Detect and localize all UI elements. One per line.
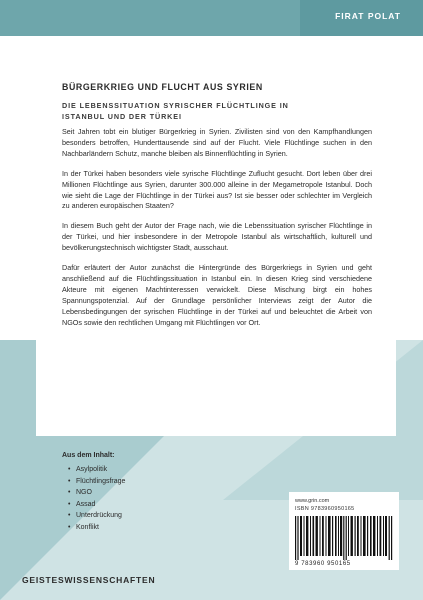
author-name: FIRAT POLAT <box>335 11 401 21</box>
bullet-icon: • <box>68 466 71 473</box>
subtitle-line: ISTANBUL UND DER TÜRKEI <box>62 111 182 121</box>
contents-item <box>68 487 212 499</box>
contents-item-label: Unterdrückung <box>76 512 122 520</box>
bullet-icon: • <box>68 500 71 508</box>
publisher-url: www.grin.com <box>295 498 330 504</box>
contents-item-label: Assad <box>76 500 96 508</box>
contents-item-label: Konflikt <box>76 523 99 531</box>
barcode-icon <box>295 516 393 560</box>
blurb-paragraph: In der Türkei haben besonders viele syrische Flüchtlinge Zuflucht gesucht. Dort leben über drei Millionen Flüchtlinge aus Syrien, darunter 300.000 alleine in der Megametropole Istanbul. Doch wie sieht die Lage der Flüchtlinge in der Türkei aus? Ist sie besser oder schlechter im Vergleich zu anderen europäischen Staaten? <box>62 168 372 211</box>
bullet-icon: • <box>68 512 71 520</box>
contents-item-label: NGO <box>76 489 92 497</box>
contents-item-label: Asylpolitik <box>76 466 108 473</box>
contents-list <box>62 464 212 534</box>
bullet-icon: • <box>68 477 71 485</box>
bullet-icon: • <box>68 489 71 497</box>
contents-item <box>68 464 212 476</box>
category-label: GEISTESWISSENSCHAFTEN <box>22 575 156 585</box>
blurb-paragraph: In diesem Buch geht der Autor der Frage nach, wie die Lebenssituation syrischer Flüchtlinge in der Türkei, und hier insbesondere in der Metropole Istanbul als wirtschaftlich, kulturell und bevölkerungstechnisch wichtigster Stadt, ausschaut. <box>62 221 372 253</box>
contents-item-label: Flüchtlingsfrage <box>76 477 126 485</box>
top-bar <box>0 0 423 36</box>
isbn-text: ISBN 9783960950165 <box>295 506 355 512</box>
barcode-number: 9 783960 950165 <box>295 561 351 567</box>
bullet-icon: • <box>68 523 71 531</box>
blurb <box>62 127 372 338</box>
contents-heading: Aus dem Inhalt: <box>62 452 115 459</box>
contents-item <box>68 510 212 522</box>
contents-item <box>68 522 212 534</box>
contents-item <box>68 499 212 511</box>
blurb-paragraph: Seit Jahren tobt ein blutiger Bürgerkrieg in Syrien. Zivilisten sind von den Kampfhandlungen besonders betroffen, Hunderttausende sind auf der Flucht. Viele Flüchtlinge suchen in den Nachbarländern Schutz, manche bleiben als Binnenflüchtling in Syrien. <box>62 127 372 158</box>
book-subtitle <box>62 101 362 122</box>
barcode-box <box>289 492 399 570</box>
blurb-paragraph: Dafür erläutert der Autor zunächst die Hintergründe des Bürgerkriegs in Syrien und geht anschließend auf die Flüchtlingssituation in Istanbul ein. In diesen Krieg sind verschiedene Akteure mit eigenen Machtinteressen verwickelt. Diese Mischung birgt ein hohes Spannungspotenzial. Auf der Grundlage persönlicher Interviews zeigt der Autor die Lebensbedingungen der syrischen Flüchtlinge in der Türkei auf und beleuchtet die Arbeit von NGOs sowie den rechtlichen Umgang mit Flüchtlingen vor Ort. <box>62 263 372 327</box>
subtitle-line: DIE LEBENSSITUATION SYRISCHER FLÜCHTLINGE IN <box>62 101 289 110</box>
text-panel-lower <box>36 340 396 436</box>
contents-item <box>68 476 212 488</box>
contents-box <box>62 452 212 534</box>
top-bar-stripe <box>0 0 300 36</box>
book-title: BÜRGERKRIEG UND FLUCHT AUS SYRIEN <box>62 82 263 92</box>
